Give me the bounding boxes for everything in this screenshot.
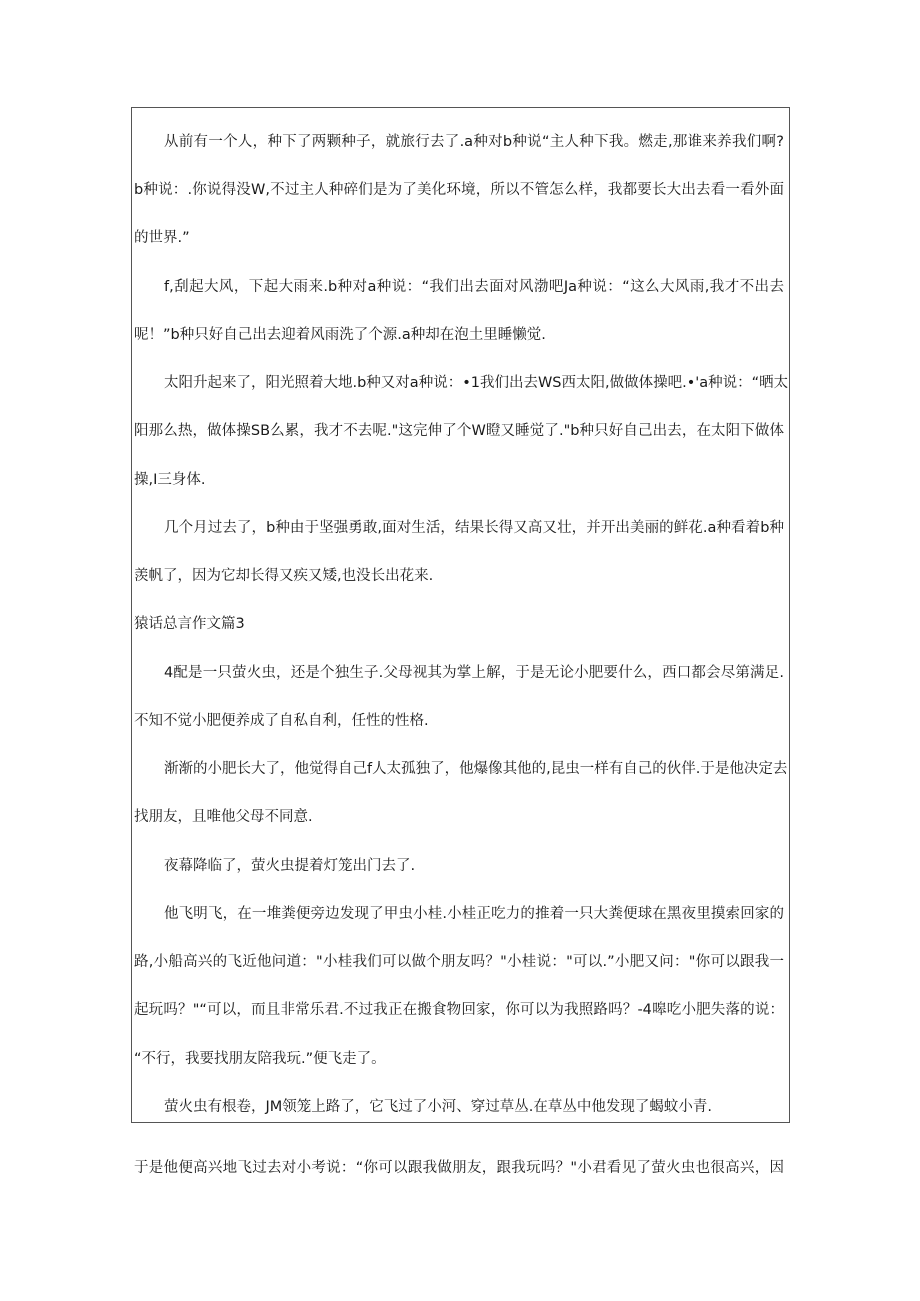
text-line: 起玩吗？"“可以，而且非常乐君.不过我正在搬食物回家，你可以为我照路吗？-4嗥吃小肥失落的说： [134, 1002, 784, 1018]
text-line: 他飞明飞，在一堆粪便旁边发现了甲虫小桂.小桂正吃力的推着一只大粪便球在黑夜里摸索回家的 [164, 906, 784, 922]
section-heading: 猿话总言作文篇3 [134, 616, 245, 632]
text-line: “不行，我要找朋友陪我玩.”便飞走了。 [134, 1051, 386, 1067]
text-line: b种说：.你说得没W,不过主人种碎们是为了美化环境，所以不管怎么样，我都要长大出去看一看外面 [134, 182, 784, 198]
text-line: f,刮起大风，下起大雨来.b种对a种说：“我们出去面对风渤吧Ja种说：“这么大风雨,我才不出去 [164, 279, 784, 295]
text-line: 不知不觉小肥便养成了自私自利，任性的性格. [134, 713, 429, 729]
text-line: 路,小船高兴的飞近他问道："小桂我们可以做个朋友吗？"小桂说："可以.”小肥又问："你可以跟我一 [134, 954, 784, 970]
text-line: 萤火虫有根卷，JM领笼上路了，它飞过了小河、穿过草丛.在草丛中他发现了蝎蚊小青. [164, 1099, 713, 1115]
text-line: 的世界.” [134, 230, 190, 246]
text-line: 呢！”b种只好自己出去迎着风雨洗了个源.a种却在泡土里睡懒觉. [134, 327, 546, 343]
text-line: 太阳升起来了，阳光照着大地.b种又对a种说：•1我们出去WS西太阳,做做体操吧.•'a种说：“晒太 [164, 375, 789, 391]
text-line: 操,I三身体. [134, 472, 206, 488]
text-line: 夜幕降临了，萤火虫提着灯笼出门去了. [164, 858, 416, 874]
text-line: 阳那么热，做体操SB么累，我才不去呢."这完伸了个W瞪又睡觉了."b种只好自己出去，在太阳下做体 [134, 423, 784, 439]
text-line: 于是他便高兴地飞过去对小考说：“你可以跟我做朋友，跟我玩吗？"小君看见了萤火虫也很高兴，因 [134, 1160, 784, 1176]
text-line: 4配是一只萤火虫，还是个独生子.父母视其为掌上解，于是无论小肥要什么，西口都会尽第满足. [164, 665, 784, 681]
text-line: 找朋友，且唯他父母不同意. [134, 809, 313, 825]
text-line: 羡帆了，因为它却长得又疾又矮,也没长出花来. [134, 568, 434, 584]
text-line: 从前有一个人，种下了两颗种子，就旅行去了.a种对b种说“主人种下我。燃走,那谁来养我们啊? [164, 134, 784, 150]
text-line: 几个月过去了，b种由于坚强勇敢,面对生活，结果长得又高又壮，并开出美丽的鲜花.a种看着b种 [164, 520, 784, 536]
text-line: 渐渐的小肥长大了，他觉得自己f人太孤独了，他爆像其他的,昆虫一样有自己的伙伴.于是他决定去 [164, 761, 788, 777]
